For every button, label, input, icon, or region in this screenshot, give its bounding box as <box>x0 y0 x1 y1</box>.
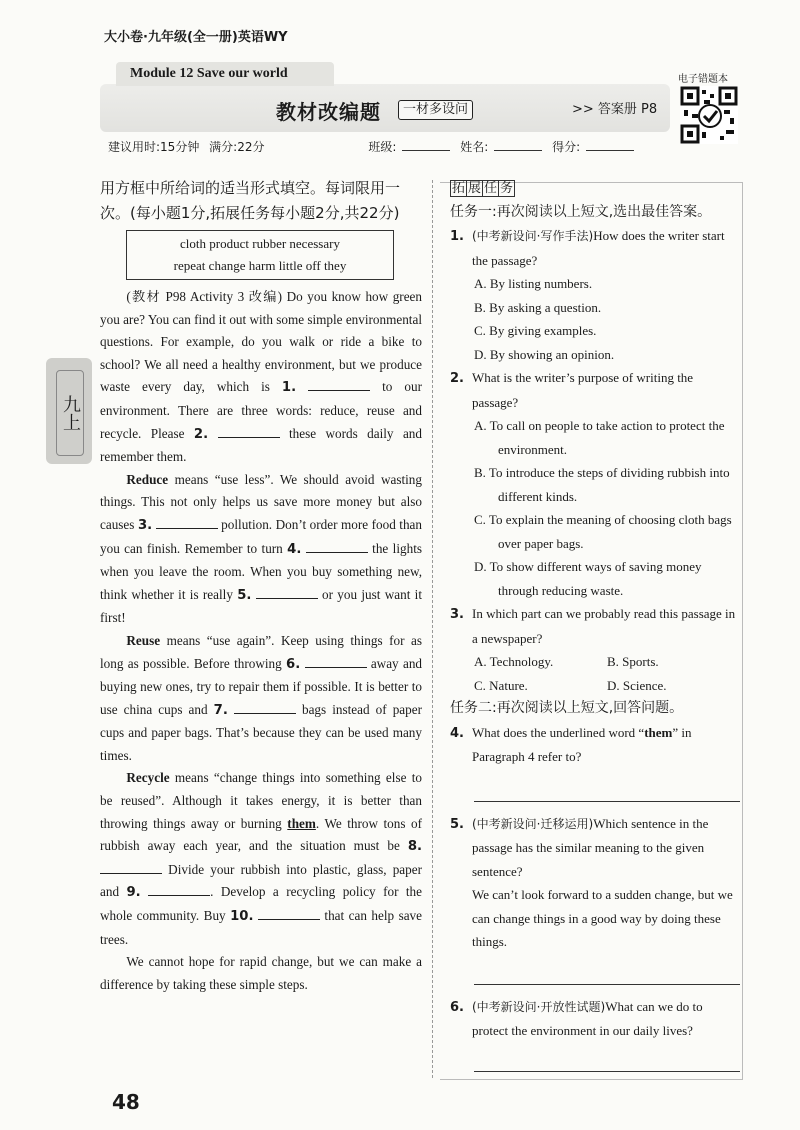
paragraph-1 <box>100 286 422 469</box>
class-field[interactable] <box>402 138 450 151</box>
tasks-column <box>450 176 740 1082</box>
text: or you just want it first! <box>100 586 422 626</box>
question-number: 2. <box>450 371 464 386</box>
blank-5[interactable] <box>256 584 318 599</box>
blank-number: 7. <box>213 702 228 718</box>
blank-number: 6. <box>286 656 301 672</box>
book-title: 大小卷·九年级(全一册)英语WY <box>104 30 288 45</box>
blank-number: 1. <box>281 380 297 396</box>
question-3 <box>450 602 740 650</box>
task-2-heading: 任务二:再次阅读以上短文,回答问题。 <box>450 700 684 716</box>
full-score: 满分:22分 <box>209 140 265 154</box>
module-title: Module 12 Save our world <box>116 62 334 86</box>
question-tag: (中考新设问·开放性试题) <box>472 999 606 1014</box>
option[interactable]: C. Nature. <box>474 677 528 693</box>
options-row <box>474 674 740 698</box>
keyword: Reuse <box>126 632 161 648</box>
question-text: ” in Paragraph 4 refer to? <box>472 724 692 764</box>
question-number: 1. <box>450 229 464 244</box>
qr-code-icon[interactable] <box>680 86 738 144</box>
answer-line-4[interactable] <box>474 787 740 802</box>
score-field[interactable] <box>586 138 634 151</box>
question-text: What can we do to protect the environment in our daily lives? <box>472 998 703 1038</box>
blank-4[interactable] <box>306 538 368 553</box>
blank-6[interactable] <box>305 653 367 668</box>
paragraph-5: We cannot hope for rapid change, but we can make a difference by taking these simple steps. <box>100 954 422 992</box>
blank-2[interactable] <box>218 423 280 438</box>
blank-number: 8. <box>407 839 422 855</box>
text: bags instead of paper cups and paper bags. That’s because they can be used many times. <box>100 701 422 763</box>
section-badge: 一材多设问 <box>398 100 473 120</box>
option[interactable]: D. To show different ways of saving money through reducing waste. <box>474 559 702 598</box>
text: to our environment. There are three words: reduce, reuse and recycle. Please <box>100 379 422 441</box>
given-sentence: We can’t look forward to a sudden change, but we can change things in a good way by doing these things. <box>472 887 733 949</box>
blank-10[interactable] <box>258 905 320 920</box>
passage-column <box>100 176 422 996</box>
question-text: What does the underlined word “ <box>472 724 645 740</box>
option[interactable]: B. By asking a question. <box>474 299 602 315</box>
score-label: 得分: <box>552 140 581 154</box>
keyword: Recycle <box>126 770 170 786</box>
text: Divide your rubbish into plastic, glass, paper and <box>100 861 422 900</box>
option[interactable]: D. By showing an opinion. <box>474 346 615 362</box>
question-2 <box>450 366 740 414</box>
question-text: What is the writer’s purpose of writing the passage? <box>472 370 694 410</box>
question-tag: (中考新设问·写作手法) <box>472 229 594 243</box>
underlined-word: them <box>287 815 316 831</box>
task-1-heading: 任务一:再次阅读以上短文,选出最佳答案。 <box>450 203 712 220</box>
class-label: 班级: <box>368 140 397 154</box>
blank-8[interactable] <box>100 859 162 874</box>
option[interactable]: D. Science. <box>607 677 667 693</box>
blank-1[interactable] <box>308 376 370 391</box>
blank-7[interactable] <box>234 699 296 714</box>
paragraph-3 <box>100 630 422 768</box>
option[interactable]: C. To explain the meaning of choosing cloth bags over paper bags. <box>474 512 732 551</box>
question-text: Which sentence in the passage has the similar meaning to the given sentence? <box>472 815 709 879</box>
question-number: 3. <box>450 607 464 622</box>
page-number: 48 <box>112 1090 140 1114</box>
option[interactable]: A. Technology. <box>474 654 554 669</box>
option[interactable]: B. To introduce the steps of dividing rubbish into different kinds. <box>474 465 730 504</box>
text: (教材 P98 Activity 3 改编) Do you know how green you are? You can find it out with some simple environmental questions. For example, do you walk or ride a bike to school? We all need a healthy environment, but we produce waste every day, which is <box>100 289 422 395</box>
text: pollution. Don’t order more food than you can finish. Remember to turn <box>100 516 423 556</box>
question-number: 4. <box>450 725 464 741</box>
blank-number: 9. <box>126 885 141 901</box>
word-box-row: repeat change harm little off they <box>173 258 347 273</box>
tag-char: 展 <box>468 181 482 196</box>
question-tag: (中考新设问·迁移运用) <box>472 816 594 831</box>
text: that can help save trees. <box>100 908 423 947</box>
side-tab-label: 九上 <box>56 370 84 456</box>
tag-char: 拓 <box>452 181 466 196</box>
question-text: In which part can we probably read this passage in a newspaper? <box>472 606 736 646</box>
options-row <box>474 650 740 674</box>
qr-label: 电子错题本 <box>678 74 728 85</box>
text: these words daily and remember them. <box>100 425 422 465</box>
question-6 <box>450 995 740 1043</box>
question-5 <box>450 812 740 884</box>
paragraph-4 <box>100 767 422 951</box>
keyword: Reduce <box>126 471 169 487</box>
question-number: 6. <box>450 999 464 1015</box>
text: means “use again”. Keep using things for as long as possible. Before throwing <box>100 632 422 671</box>
blank-number: 5. <box>237 587 252 603</box>
text: means “use less”. We should avoid wasting things. This not only helps us save more money but also causes <box>100 471 422 532</box>
text: the lights when you leave the room. When you buy something new, think whether it is really <box>100 540 422 602</box>
text: . Develop a recycling policy for the whole community. Buy <box>100 884 422 924</box>
answer-line-5[interactable] <box>474 970 740 985</box>
question-keyword: them <box>644 724 673 740</box>
option[interactable]: A. To call on people to take action to protect the environment. <box>474 418 725 457</box>
tag-char: 务 <box>500 181 514 196</box>
section-title: 教材改编题 <box>276 100 381 124</box>
word-box-row: cloth product rubber necessary <box>180 236 340 251</box>
tag-char: 任 <box>484 181 498 196</box>
word-box <box>126 230 394 280</box>
question-4 <box>450 721 740 769</box>
text: means “change things into something else to be reused”. Although it takes energy, it is better than throwing things away or burning <box>100 770 422 831</box>
blank-number: 2. <box>193 426 209 442</box>
question-number: 5. <box>450 816 464 832</box>
option[interactable]: C. By giving examples. <box>474 323 597 338</box>
blank-number: 3. <box>137 517 153 533</box>
answer-reference: >> 答案册 P8 <box>572 102 658 117</box>
option[interactable]: B. Sports. <box>607 654 659 669</box>
option[interactable]: A. By listing numbers. <box>474 276 593 291</box>
answer-line-6[interactable] <box>474 1057 740 1072</box>
info-line <box>108 138 668 155</box>
blank-number: 10. <box>230 909 254 925</box>
text: away and buying new ones, try to repair them if possible. It is better to use china cups and <box>100 655 423 717</box>
text: . We throw tons of rubbish away each year, and the situation must be <box>100 815 422 854</box>
column-divider <box>432 180 433 1078</box>
suggested-time: 建议用时:15分钟 <box>108 140 200 154</box>
blank-9[interactable] <box>148 881 210 896</box>
name-label: 姓名: <box>460 140 489 154</box>
question-text: How does the writer start the passage? <box>472 228 725 268</box>
blank-3[interactable] <box>156 514 218 529</box>
extension-tag <box>450 177 514 201</box>
instruction: 用方框中所给词的适当形式填空。每词限用一次。(每小题1分,拓展任务每小题2分,共22分) <box>100 179 401 222</box>
question-1 <box>450 224 740 272</box>
name-field[interactable] <box>494 138 542 151</box>
paragraph-2 <box>100 469 422 630</box>
blank-number: 4. <box>287 541 302 557</box>
